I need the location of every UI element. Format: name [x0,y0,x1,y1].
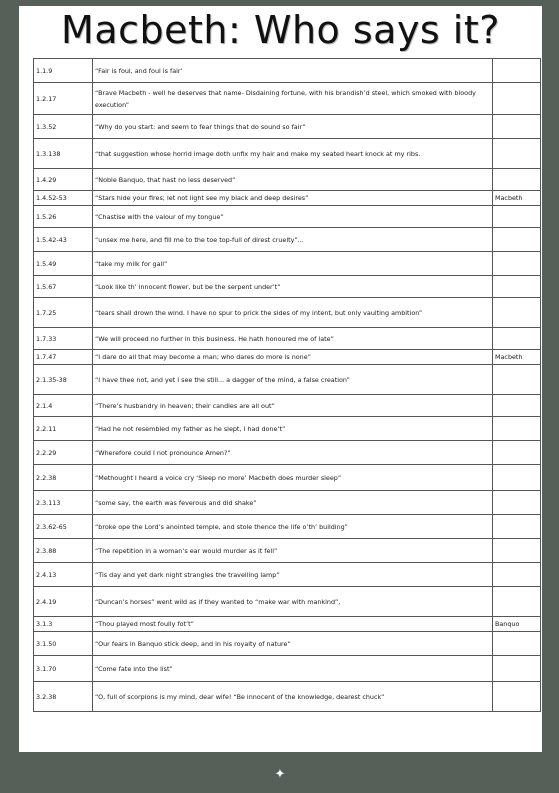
table-row [34,465,541,491]
sparkle-icon: ✦ [274,767,286,782]
speaker-cell [493,682,541,712]
quote-cell: “Why do you start: and seem to fear things that do sound so fair” [93,115,493,139]
speaker-cell [493,139,541,169]
speaker-cell [493,252,541,276]
quote-cell: “Look like th’ innocent flower, but be the serpent under’t” [93,276,493,298]
reference-cell: 1.1.9 [34,59,93,83]
table-row [34,298,541,328]
table-row [34,563,541,587]
quote-cell: “Wherefore could I not pronounce Amen?” [93,441,493,465]
quotes-table [33,58,541,712]
table-row [34,632,541,656]
quote-cell: “Come fate into the list” [93,656,493,682]
quote-cell: “We will proceed no further in this business. He hath honoured me of late” [93,328,493,350]
speaker-cell [493,169,541,191]
speaker-cell [493,417,541,441]
speaker-cell [493,206,541,228]
reference-cell: 1.7.47 [34,350,93,365]
table-row [34,587,541,617]
speaker-cell [493,228,541,252]
speaker-cell: Banquo [493,617,541,632]
table-row [34,139,541,169]
quote-cell: “take my milk for gall” [93,252,493,276]
quote-cell: “Our fears in Banquo stick deep, and in his royalty of nature” [93,632,493,656]
table-row [34,328,541,350]
table-row [34,252,541,276]
table-row [34,206,541,228]
quote-cell: “The repetition in a woman’s ear would murder as it fell” [93,539,493,563]
quote-cell: “that suggestion whose horrid image doth unfix my hair and make my seated heart knock at my ribs. [93,139,493,169]
table-row [34,350,541,365]
speaker-cell [493,656,541,682]
quote-cell: “Thou played most foully fot’t” [93,617,493,632]
speaker-cell: Macbeth [493,350,541,365]
reference-cell: 1.3.52 [34,115,93,139]
reference-cell: 1.5.26 [34,206,93,228]
reference-cell: 2.4.19 [34,587,93,617]
quote-cell: “Methought I heard a voice cry ‘Sleep no more’ Macbeth does murder sleep” [93,465,493,491]
table-row [34,169,541,191]
quote-cell: “Duncan’s horses” went wild as if they wanted to “make war with mankind”, [93,587,493,617]
table-row [34,228,541,252]
reference-cell: 2.3.62-65 [34,515,93,539]
quote-cell: “Noble Banquo, that hast no less deserved” [93,169,493,191]
speaker-cell [493,298,541,328]
table-row [34,276,541,298]
reference-cell: 3.1.50 [34,632,93,656]
quote-cell: “Fair is foul, and foul is fair’ [93,59,493,83]
speaker-cell [493,587,541,617]
table-row [34,539,541,563]
reference-cell: 1.3.138 [34,139,93,169]
quote-cell: “Tis day and yet dark night strangles the travelling lamp” [93,563,493,587]
reference-cell: 1.7.25 [34,298,93,328]
speaker-cell [493,632,541,656]
reference-cell: 2.1.4 [34,395,93,417]
speaker-cell [493,441,541,465]
quote-cell: “There’s husbandry in heaven; their candles are all out” [93,395,493,417]
quote-cell: “Had he not resembled my father as he slept, I had done’t” [93,417,493,441]
table-row [34,491,541,515]
table-row [34,617,541,632]
reference-cell: 1.5.49 [34,252,93,276]
reference-cell: 1.4.29 [34,169,93,191]
quote-cell: “Brave Macbeth - well he deserves that name- Disdaining fortune, with his brandish’d steel, which smoked with bloody execution” [93,83,493,115]
speaker-cell [493,328,541,350]
table-row [34,441,541,465]
reference-cell: 3.2.38 [34,682,93,712]
quotes-table-body [34,59,541,712]
reference-cell: 2.2.38 [34,465,93,491]
table-row [34,365,541,395]
table-row [34,417,541,441]
quote-cell: “tears shall drown the wind. I have no spur to prick the sides of my intent, but only vaulting ambition” [93,298,493,328]
quote-cell: “Chastise with the valour of my tongue” [93,206,493,228]
reference-cell: 2.2.29 [34,441,93,465]
table-row [34,515,541,539]
reference-cell: 2.2.11 [34,417,93,441]
table-row [34,83,541,115]
table-row [34,656,541,682]
page-title: Macbeth: Who says it? [61,8,500,52]
speaker-cell [493,563,541,587]
quote-cell: “some say, the earth was feverous and did shake” [93,491,493,515]
speaker-cell: Macbeth [493,191,541,206]
reference-cell: 1.7.33 [34,328,93,350]
reference-cell: 3.1.3 [34,617,93,632]
reference-cell: 2.3.113 [34,491,93,515]
reference-cell: 2.4.13 [34,563,93,587]
speaker-cell [493,515,541,539]
speaker-cell [493,276,541,298]
speaker-cell [493,491,541,515]
reference-cell: 1.4.52-53 [34,191,93,206]
speaker-cell [493,365,541,395]
quote-cell: “Stars hide your fires; let not light see my black and deep desires” [93,191,493,206]
quote-cell: “I have thee not, and yet I see the still... a dagger of the mind, a false creation” [93,365,493,395]
speaker-cell [493,395,541,417]
quote-cell: “unsex me here, and fill me to the toe top-full of direst cruelty”... [93,228,493,252]
speaker-cell [493,83,541,115]
table-row [34,682,541,712]
reference-cell: 2.1.35-38 [34,365,93,395]
reference-cell: 1.5.67 [34,276,93,298]
reference-cell: 2.3.88 [34,539,93,563]
table-row [34,191,541,206]
speaker-cell [493,115,541,139]
table-row [34,395,541,417]
table-row [34,115,541,139]
speaker-cell [493,539,541,563]
quote-cell: “I dare do all that may become a man; who dares do more is none” [93,350,493,365]
speaker-cell [493,465,541,491]
reference-cell: 1.5.42-43 [34,228,93,252]
table-row [34,59,541,83]
speaker-cell [493,59,541,83]
reference-cell: 1.2.17 [34,83,93,115]
worksheet-page [19,6,542,752]
quote-cell: “O, full of scorpions is my mind, dear wife! “Be innocent of the knowledge, dearest chuck” [93,682,493,712]
reference-cell: 3.1.70 [34,656,93,682]
quote-cell: “broke ope the Lord’s anointed temple, and stole thence the life o’th’ building” [93,515,493,539]
